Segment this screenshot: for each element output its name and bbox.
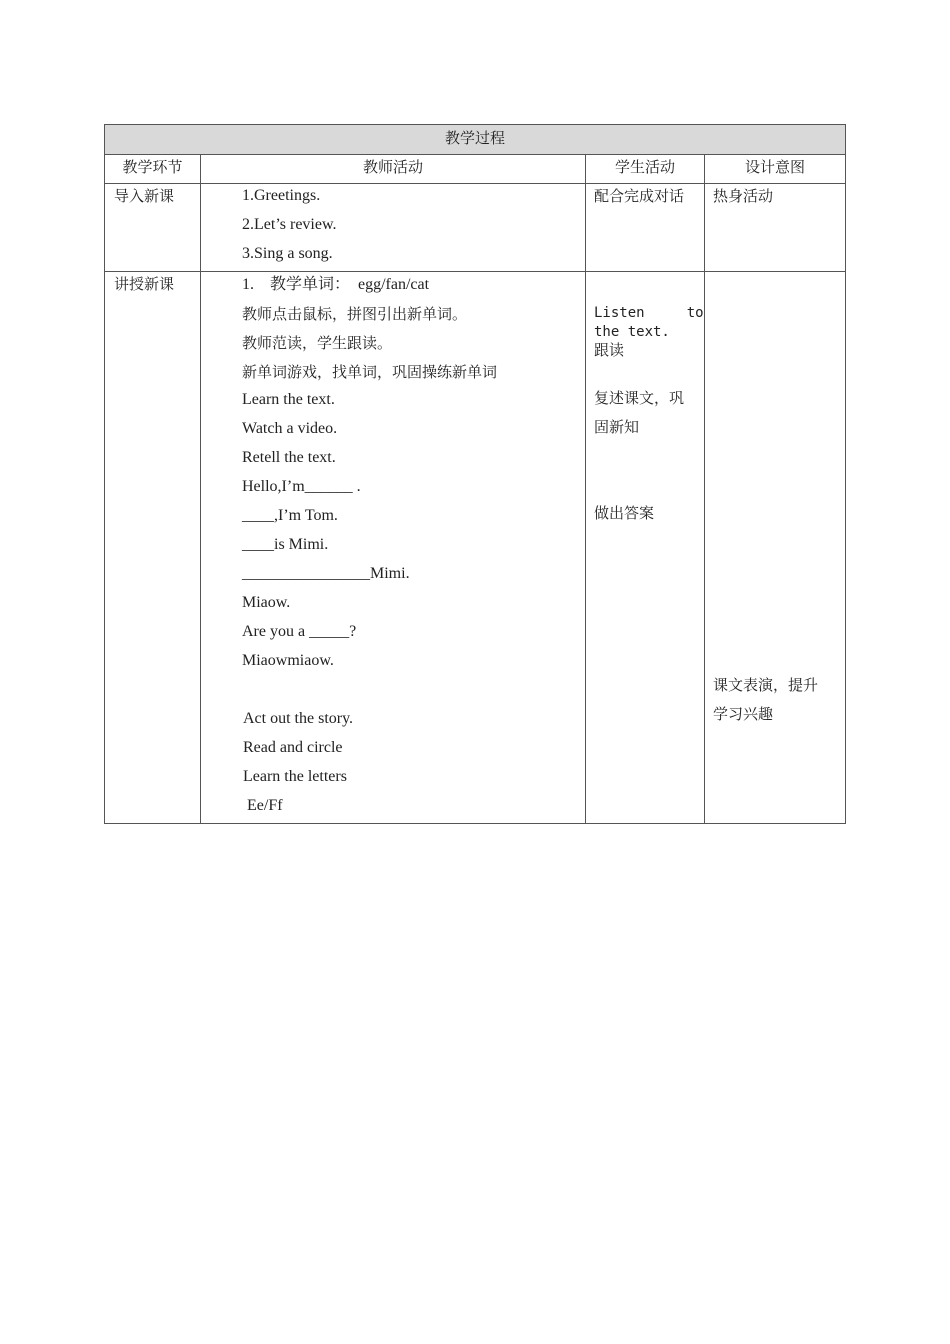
teacher-line: 教师范读，学生跟读。: [242, 334, 393, 352]
teacher-line: Watch a video.: [242, 420, 338, 437]
student-cell: 配合完成对话: [594, 187, 685, 205]
stage-cell: 导入新课: [114, 187, 175, 205]
teacher-line: Ee/Ff: [243, 797, 283, 814]
row-divider: [105, 183, 845, 184]
teacher-line: Miaow.: [242, 594, 291, 611]
teaching-process-table: [104, 124, 846, 824]
teacher-line: 1.Greetings.: [242, 187, 321, 204]
stage-cell: 讲授新课: [114, 275, 175, 293]
teacher-line: Act out the story.: [243, 710, 354, 727]
student-line: 跟读: [594, 341, 625, 359]
teacher-line: Learn the text.: [242, 391, 335, 408]
header-stage: 教学环节: [122, 158, 183, 176]
teacher-line: Are you a _____?: [242, 623, 357, 640]
teacher-line: ____is Mimi.: [242, 536, 329, 553]
student-line: the text.: [594, 324, 670, 340]
header-student: 学生活动: [614, 158, 675, 176]
table-title: 教学过程: [444, 129, 505, 147]
teacher-line: ____,I’m Tom.: [242, 507, 338, 524]
header-intent: 设计意图: [744, 158, 805, 176]
teacher-line: Miaowmiaow.: [242, 652, 334, 669]
teacher-line: 新单词游戏，找单词，巩固操练新单词: [242, 363, 498, 381]
intent-line: 学习兴趣: [713, 705, 774, 723]
teacher-line: Retell the text.: [242, 449, 336, 466]
student-line: 做出答案: [594, 504, 655, 522]
teacher-line: 3.Sing a song.: [242, 245, 333, 262]
intent-line: 课文表演，提升: [713, 676, 819, 694]
teacher-line: ________________Mimi.: [242, 565, 410, 582]
header-teacher: 教师活动: [362, 158, 423, 176]
teacher-line: 1. 教学单词： egg/fan/cat: [242, 276, 430, 293]
student-line: 固新知: [594, 418, 640, 436]
intent-cell: 热身活动: [713, 187, 774, 205]
column-divider: [200, 154, 201, 823]
teacher-line: 教师点击鼠标，拼图引出新单词。: [242, 305, 468, 323]
column-divider: [585, 154, 586, 823]
teacher-line: Learn the letters: [243, 768, 347, 785]
row-divider: [105, 271, 845, 272]
row-divider: [105, 154, 845, 155]
teacher-line: Hello,I’m______ .: [242, 478, 361, 495]
column-divider: [704, 154, 705, 823]
student-line: Listen to: [594, 305, 704, 321]
student-line: 复述课文，巩: [594, 389, 685, 407]
teacher-line: Read and circle: [243, 739, 343, 756]
teacher-line: 2.Let’s review.: [242, 216, 337, 233]
